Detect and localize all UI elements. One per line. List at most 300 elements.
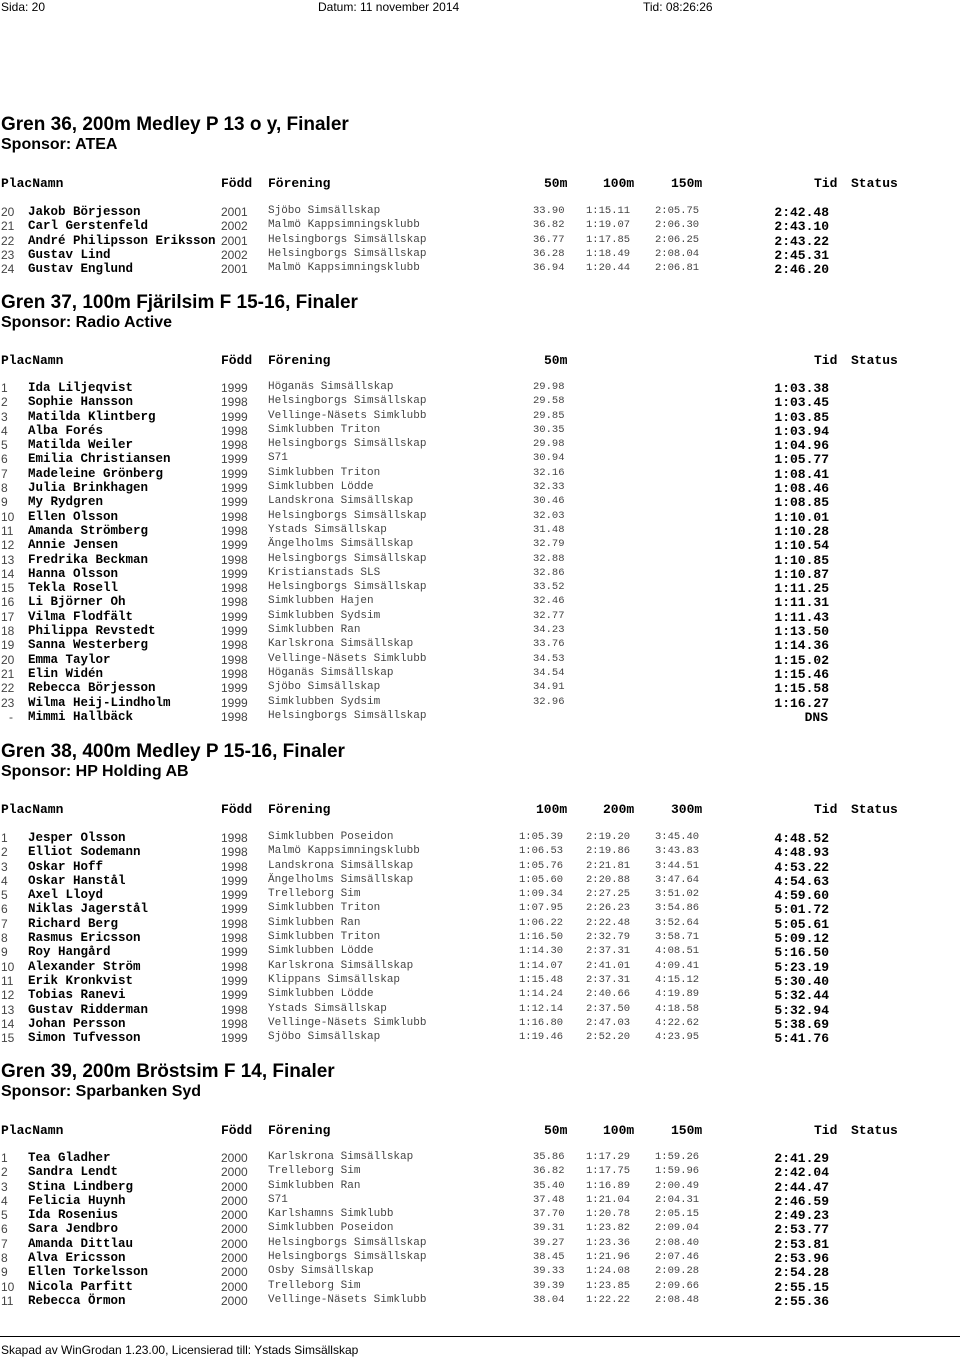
swimmer-name: Erik Kronkvist bbox=[28, 973, 134, 988]
footer-text: Skapad av WinGrodan 1.23.00, Licensierad till: Ystads Simsällskap bbox=[1, 1343, 359, 1357]
placing: 6 bbox=[1, 902, 8, 917]
split-time: 1:23.85 bbox=[586, 1279, 631, 1292]
final-time: 2:46.20 bbox=[774, 262, 829, 278]
final-time: 5:05.61 bbox=[774, 916, 829, 932]
final-time: 1:03.38 bbox=[774, 381, 829, 396]
placing: 17 bbox=[1, 609, 15, 624]
final-time: 1:10.28 bbox=[774, 523, 829, 539]
swimmer-name: Annie Jensen bbox=[28, 538, 119, 553]
club-name: Simklubben Sydsim bbox=[268, 609, 381, 622]
swimmer-name: Emilia Christiansen bbox=[28, 452, 171, 467]
swimmer-name: Amanda Strömberg bbox=[28, 523, 149, 538]
birth-year: 1999 bbox=[221, 495, 248, 510]
split-time: 2:27.25 bbox=[586, 888, 631, 901]
club-name: Ängelholms Simsällskap bbox=[268, 538, 414, 551]
final-time: 4:48.52 bbox=[774, 831, 829, 846]
club-name: S71 bbox=[268, 1193, 288, 1206]
swimmer-name: Vilma Flodfält bbox=[28, 609, 134, 624]
split-time: 32.46 bbox=[533, 595, 565, 608]
birth-year: 2000 bbox=[221, 1251, 248, 1266]
event-title: Gren 37, 100m Fjärilsim F 15-16, Finaler bbox=[1, 292, 358, 313]
swimmer-name: Rasmus Ericsson bbox=[28, 931, 141, 946]
birth-year: 1999 bbox=[221, 466, 248, 481]
split-time: 2:09.28 bbox=[655, 1265, 700, 1278]
split-time: 3:58.71 bbox=[655, 931, 700, 944]
split-time: 1:05.76 bbox=[519, 859, 564, 872]
birth-year: 1999 bbox=[221, 538, 248, 553]
split-time: 1:14.24 bbox=[519, 988, 564, 1001]
club-name: Helsingborgs Simsällskap bbox=[268, 709, 427, 722]
final-time: DNS bbox=[804, 709, 828, 725]
birth-year: 2000 bbox=[221, 1279, 248, 1294]
club-name: Helsingborgs Simsällskap bbox=[268, 509, 427, 522]
placing: 23 bbox=[1, 247, 15, 262]
print-date: Datum: 11 november 2014 bbox=[318, 0, 460, 14]
placing: 2 bbox=[1, 1165, 8, 1180]
swimmer-name: Gustav Englund bbox=[28, 262, 134, 277]
club-name: Sjöbo Simsällskap bbox=[268, 1031, 381, 1044]
final-time: 1:15.02 bbox=[774, 652, 829, 668]
club-name: Karlskrona Simsällskap bbox=[268, 1151, 414, 1163]
table-row bbox=[0, 524, 960, 538]
split-time: 1:21.96 bbox=[586, 1251, 631, 1264]
club-name: Helsingborgs Simsällskap bbox=[268, 1236, 427, 1249]
final-time: 5:23.19 bbox=[774, 959, 829, 975]
split-time: 1:14.30 bbox=[519, 945, 564, 958]
split-time: 35.86 bbox=[533, 1151, 565, 1163]
results-table bbox=[0, 205, 960, 276]
placing: 9 bbox=[1, 495, 8, 510]
event-title: Gren 39, 200m Bröstsim F 14, Finaler bbox=[1, 1061, 335, 1082]
split-time: 33.52 bbox=[533, 581, 565, 594]
split-time: 32.33 bbox=[533, 481, 565, 494]
swimmer-name: Oskar Hoff bbox=[28, 859, 104, 874]
swimmer-name: Philippa Revstedt bbox=[28, 624, 156, 639]
club-name: Simklubben Lödde bbox=[268, 945, 374, 958]
birth-year: 1998 bbox=[221, 709, 248, 724]
column-header-forening: Förening bbox=[268, 353, 331, 368]
swimmer-name: Madeleine Grönberg bbox=[28, 466, 164, 481]
split-time: 1:23.82 bbox=[586, 1222, 631, 1235]
birth-year: 1998 bbox=[221, 931, 248, 946]
birth-year: 1999 bbox=[221, 681, 248, 696]
birth-year: 1999 bbox=[221, 1031, 248, 1046]
swimmer-name: Tekla Rosell bbox=[28, 581, 119, 596]
birth-year: 1998 bbox=[221, 438, 248, 453]
birth-year: 1999 bbox=[221, 973, 248, 988]
swimmer-name: Ida Liljeqvist bbox=[28, 381, 134, 395]
final-time: 5:01.72 bbox=[774, 902, 829, 918]
event-sponsor: Sponsor: Radio Active bbox=[1, 314, 172, 331]
column-header-fodd: Född bbox=[221, 353, 253, 368]
club-name: Simklubben Triton bbox=[268, 902, 381, 915]
split-time: 2:32.79 bbox=[586, 931, 631, 944]
column-header-status: Status bbox=[851, 176, 898, 191]
swimmer-name: Stina Lindberg bbox=[28, 1179, 134, 1194]
split-time: 1:22.22 bbox=[586, 1293, 631, 1306]
split-time: 29.58 bbox=[533, 395, 565, 408]
birth-year: 1998 bbox=[221, 1002, 248, 1017]
split-time: 32.77 bbox=[533, 609, 565, 622]
birth-year: 1998 bbox=[221, 581, 248, 596]
table-row bbox=[0, 917, 960, 931]
column-header-fodd: Född bbox=[221, 802, 253, 817]
column-header-forening: Förening bbox=[268, 1123, 331, 1138]
final-time: 4:54.63 bbox=[774, 873, 829, 889]
column-header-split: 100m bbox=[536, 802, 568, 817]
table-row bbox=[0, 1251, 960, 1265]
swimmer-name: My Rydgren bbox=[28, 495, 104, 510]
club-name: Höganäs Simsällskap bbox=[268, 381, 394, 393]
table-row bbox=[0, 1031, 960, 1045]
split-time: 37.48 bbox=[533, 1193, 565, 1206]
swimmer-name: Ellen Olsson bbox=[28, 509, 119, 524]
swimmer-name: Tea Gladher bbox=[28, 1151, 111, 1165]
column-header-fodd: Född bbox=[221, 176, 253, 191]
split-time: 1:19.07 bbox=[586, 219, 631, 232]
club-name: Sjöbo Simsällskap bbox=[268, 205, 381, 217]
birth-year: 2001 bbox=[221, 262, 248, 277]
split-time: 1:17.85 bbox=[586, 233, 631, 246]
placing: 7 bbox=[1, 916, 8, 931]
placing: 4 bbox=[1, 423, 8, 438]
club-name: Simklubben Poseidon bbox=[268, 1222, 394, 1235]
placing: 23 bbox=[1, 695, 15, 710]
swimmer-name: Sophie Hansson bbox=[28, 395, 134, 410]
column-header-forening: Förening bbox=[268, 176, 331, 191]
final-time: 5:16.50 bbox=[774, 945, 829, 961]
club-name: Ystads Simsällskap bbox=[268, 523, 387, 536]
table-row bbox=[0, 610, 960, 624]
swimmer-name: Tobias Ranevi bbox=[28, 988, 126, 1003]
split-time: 38.45 bbox=[533, 1251, 565, 1264]
split-time: 30.46 bbox=[533, 495, 565, 508]
split-time: 34.23 bbox=[533, 624, 565, 637]
column-header-tid: Tid bbox=[814, 1123, 838, 1138]
results-table bbox=[0, 1151, 960, 1308]
column-header-forening: Förening bbox=[268, 802, 331, 817]
table-row bbox=[0, 945, 960, 959]
split-time: 36.82 bbox=[533, 219, 565, 232]
birth-year: 2000 bbox=[221, 1222, 248, 1237]
club-name: Sjöbo Simsällskap bbox=[268, 681, 381, 694]
placing: 3 bbox=[1, 859, 8, 874]
swimmer-name: André Philipsson Eriksson bbox=[28, 233, 216, 248]
split-time: 2:04.31 bbox=[655, 1193, 700, 1206]
club-name: Kristianstads SLS bbox=[268, 566, 381, 579]
split-time: 2:05.75 bbox=[655, 205, 700, 217]
column-header-split: 300m bbox=[671, 802, 703, 817]
birth-year: 2000 bbox=[221, 1265, 248, 1280]
birth-year: 1999 bbox=[221, 873, 248, 888]
final-time: 1:03.45 bbox=[774, 395, 829, 411]
birth-year: 1998 bbox=[221, 666, 248, 681]
split-time: 31.48 bbox=[533, 523, 565, 536]
club-name: Simklubben Lödde bbox=[268, 988, 374, 1001]
split-time: 4:15.12 bbox=[655, 973, 700, 986]
club-name: Trelleborg Sim bbox=[268, 1279, 361, 1292]
column-header-fodd: Född bbox=[221, 1123, 253, 1138]
birth-year: 2000 bbox=[221, 1236, 248, 1251]
page-header bbox=[0, 0, 960, 14]
split-time: 2:08.48 bbox=[655, 1293, 700, 1306]
placing: 8 bbox=[1, 1251, 8, 1266]
split-time: 1:07.95 bbox=[519, 902, 564, 915]
placing: 4 bbox=[1, 1193, 8, 1208]
split-time: 1:16.89 bbox=[586, 1179, 631, 1192]
column-header-split: 150m bbox=[671, 176, 703, 191]
column-header-tid: Tid bbox=[814, 802, 838, 817]
swimmer-name: Felicia Huynh bbox=[28, 1193, 126, 1208]
birth-year: 2000 bbox=[221, 1179, 248, 1194]
table-row bbox=[0, 1208, 960, 1222]
column-header-split: 50m bbox=[544, 353, 568, 368]
split-time: 2:09.66 bbox=[655, 1279, 700, 1292]
table-row bbox=[0, 667, 960, 681]
split-time: 1:59.96 bbox=[655, 1165, 700, 1178]
placing: - bbox=[9, 709, 13, 724]
club-name: Trelleborg Sim bbox=[268, 888, 361, 901]
swimmer-name: Emma Taylor bbox=[28, 652, 111, 667]
table-row bbox=[0, 452, 960, 466]
final-time: 1:10.87 bbox=[774, 566, 829, 582]
column-header-placnamn: PlacNamn bbox=[1, 1123, 64, 1138]
split-time: 1:17.29 bbox=[586, 1151, 631, 1163]
club-name: Vellinge-Näsets Simklubb bbox=[268, 409, 427, 422]
event-sponsor: Sponsor: ATEA bbox=[1, 136, 118, 153]
column-header-split: 150m bbox=[671, 1123, 703, 1138]
column-header-split: 50m bbox=[544, 176, 568, 191]
final-time: 4:59.60 bbox=[774, 888, 829, 904]
placing: 2 bbox=[1, 395, 8, 410]
event-title: Gren 38, 400m Medley P 15-16, Finaler bbox=[1, 741, 345, 762]
swimmer-name: Matilda Weiler bbox=[28, 438, 134, 453]
swimmer-name: Sandra Lendt bbox=[28, 1165, 119, 1180]
swimmer-name: Johan Persson bbox=[28, 1016, 126, 1031]
club-name: Simklubben Hajen bbox=[268, 595, 374, 608]
split-time: 36.28 bbox=[533, 247, 565, 260]
final-time: 1:08.41 bbox=[774, 466, 829, 482]
table-row bbox=[0, 495, 960, 509]
birth-year: 2000 bbox=[221, 1208, 248, 1223]
swimmer-name: Mimmi Hallbäck bbox=[28, 709, 134, 724]
placing: 14 bbox=[1, 1016, 15, 1031]
table-row bbox=[0, 638, 960, 652]
split-time: 3:44.51 bbox=[655, 859, 700, 872]
swimmer-name: Sara Jendbro bbox=[28, 1222, 119, 1237]
split-time: 3:43.83 bbox=[655, 845, 700, 858]
final-time: 2:44.47 bbox=[774, 1179, 829, 1195]
final-time: 1:08.85 bbox=[774, 495, 829, 511]
swimmer-name: Julia Brinkhagen bbox=[28, 481, 149, 496]
birth-year: 1999 bbox=[221, 481, 248, 496]
final-time: 1:10.54 bbox=[774, 538, 829, 554]
birth-year: 2000 bbox=[221, 1193, 248, 1208]
club-name: Vellinge-Näsets Simklubb bbox=[268, 652, 427, 665]
placing: 13 bbox=[1, 552, 15, 567]
table-row bbox=[0, 381, 960, 395]
table-row bbox=[0, 262, 960, 276]
club-name: Klippans Simsällskap bbox=[268, 973, 401, 986]
club-name: Simklubben Ran bbox=[268, 916, 361, 929]
table-header bbox=[0, 176, 960, 192]
club-name: Vellinge-Näsets Simklubb bbox=[268, 1016, 427, 1029]
placing: 5 bbox=[1, 438, 8, 453]
club-name: Simklubben Triton bbox=[268, 931, 381, 944]
table-row bbox=[0, 988, 960, 1002]
table-row bbox=[0, 1237, 960, 1251]
final-time: 2:45.31 bbox=[774, 247, 829, 263]
table-row bbox=[0, 624, 960, 638]
birth-year: 1998 bbox=[221, 523, 248, 538]
placing: 12 bbox=[1, 538, 15, 553]
swimmer-name: Jesper Olsson bbox=[28, 831, 126, 845]
print-time: Tid: 08:26:26 bbox=[643, 0, 713, 14]
split-time: 39.39 bbox=[533, 1279, 565, 1292]
placing: 20 bbox=[1, 652, 15, 667]
split-time: 1:06.22 bbox=[519, 916, 564, 929]
swimmer-name: Matilda Klintberg bbox=[28, 409, 156, 424]
split-time: 2:09.04 bbox=[655, 1222, 700, 1235]
birth-year: 1998 bbox=[221, 552, 248, 567]
club-name: Höganäs Simsällskap bbox=[268, 666, 394, 679]
final-time: 2:53.77 bbox=[774, 1222, 829, 1238]
split-time: 32.88 bbox=[533, 552, 565, 565]
final-time: 2:54.28 bbox=[774, 1265, 829, 1281]
split-time: 2:07.46 bbox=[655, 1251, 700, 1264]
split-time: 36.82 bbox=[533, 1165, 565, 1178]
birth-year: 2000 bbox=[221, 1293, 248, 1308]
table-row bbox=[0, 234, 960, 248]
club-name: Helsingborgs Simsällskap bbox=[268, 247, 427, 260]
placing: 19 bbox=[1, 638, 15, 653]
split-time: 1:59.26 bbox=[655, 1151, 700, 1163]
swimmer-name: Roy Hangård bbox=[28, 945, 111, 960]
split-time: 36.77 bbox=[533, 233, 565, 246]
footer-divider bbox=[0, 1336, 960, 1337]
split-time: 30.35 bbox=[533, 423, 565, 436]
table-row bbox=[0, 1265, 960, 1279]
placing: 10 bbox=[1, 959, 15, 974]
final-time: 4:48.93 bbox=[774, 845, 829, 861]
final-time: 2:41.29 bbox=[774, 1151, 829, 1166]
placing: 15 bbox=[1, 1031, 15, 1046]
column-header-status: Status bbox=[851, 802, 898, 817]
birth-year: 1998 bbox=[221, 859, 248, 874]
swimmer-name: Oskar Hanstål bbox=[28, 873, 126, 888]
table-row bbox=[0, 467, 960, 481]
table-row bbox=[0, 696, 960, 710]
table-row bbox=[0, 960, 960, 974]
birth-year: 2000 bbox=[221, 1165, 248, 1180]
placing: 11 bbox=[1, 973, 14, 988]
birth-year: 2002 bbox=[221, 219, 248, 234]
swimmer-name: Wilma Heij-Lindholm bbox=[28, 695, 171, 710]
split-time: 2:22.48 bbox=[586, 916, 631, 929]
placing: 3 bbox=[1, 1179, 8, 1194]
table-row bbox=[0, 874, 960, 888]
table-header bbox=[0, 802, 960, 818]
table-row bbox=[0, 205, 960, 219]
column-header-split: 200m bbox=[603, 802, 635, 817]
placing: 11 bbox=[1, 523, 14, 538]
club-name: Simklubben Ran bbox=[268, 1179, 361, 1192]
birth-year: 1999 bbox=[221, 888, 248, 903]
table-row bbox=[0, 831, 960, 845]
club-name: Vellinge-Näsets Simklubb bbox=[268, 1293, 427, 1306]
split-time: 2:05.15 bbox=[655, 1208, 700, 1221]
swimmer-name: Carl Gerstenfeld bbox=[28, 219, 149, 234]
split-time: 4:08.51 bbox=[655, 945, 700, 958]
split-time: 1:19.46 bbox=[519, 1031, 564, 1044]
placing: 4 bbox=[1, 873, 8, 888]
final-time: 1:11.31 bbox=[774, 595, 829, 611]
final-time: 1:05.77 bbox=[774, 452, 829, 468]
table-row bbox=[0, 481, 960, 495]
placing: 13 bbox=[1, 1002, 15, 1017]
swimmer-name: Li Björner Oh bbox=[28, 595, 126, 610]
table-row bbox=[0, 931, 960, 945]
column-header-status: Status bbox=[851, 1123, 898, 1138]
placing: 24 bbox=[1, 262, 15, 277]
split-time: 1:06.53 bbox=[519, 845, 564, 858]
split-time: 4:19.89 bbox=[655, 988, 700, 1001]
birth-year: 2000 bbox=[221, 1151, 248, 1165]
split-time: 2:08.40 bbox=[655, 1236, 700, 1249]
club-name: Helsingborgs Simsällskap bbox=[268, 1251, 427, 1264]
final-time: 5:41.76 bbox=[774, 1031, 829, 1047]
split-time: 1:21.04 bbox=[586, 1193, 631, 1206]
split-time: 3:54.86 bbox=[655, 902, 700, 915]
birth-year: 1998 bbox=[221, 509, 248, 524]
table-row bbox=[0, 595, 960, 609]
table-row bbox=[0, 681, 960, 695]
table-row bbox=[0, 1294, 960, 1308]
table-row bbox=[0, 974, 960, 988]
placing: 9 bbox=[1, 945, 8, 960]
final-time: 2:42.04 bbox=[774, 1165, 829, 1181]
event-title: Gren 36, 200m Medley P 13 o y, Finaler bbox=[1, 114, 349, 135]
split-time: 2:19.86 bbox=[586, 845, 631, 858]
final-time: 2:55.36 bbox=[774, 1293, 829, 1309]
birth-year: 1999 bbox=[221, 902, 248, 917]
swimmer-name: Axel Lloyd bbox=[28, 888, 104, 903]
final-time: 1:11.43 bbox=[774, 609, 829, 625]
table-row bbox=[0, 567, 960, 581]
placing: 10 bbox=[1, 509, 15, 524]
split-time: 2:06.81 bbox=[655, 262, 700, 275]
birth-year: 1998 bbox=[221, 845, 248, 860]
final-time: 5:09.12 bbox=[774, 931, 829, 947]
placing: 1 bbox=[1, 381, 8, 395]
placing: 9 bbox=[1, 1265, 8, 1280]
club-name: Karlskrona Simsällskap bbox=[268, 638, 414, 651]
split-time: 1:16.80 bbox=[519, 1016, 564, 1029]
table-row bbox=[0, 860, 960, 874]
birth-year: 1998 bbox=[221, 831, 248, 845]
table-row bbox=[0, 1151, 960, 1165]
split-time: 1:20.44 bbox=[586, 262, 631, 275]
birth-year: 1999 bbox=[221, 381, 248, 395]
placing: 3 bbox=[1, 409, 8, 424]
table-row bbox=[0, 424, 960, 438]
table-row bbox=[0, 410, 960, 424]
final-time: 1:10.01 bbox=[774, 509, 829, 525]
swimmer-name: Amanda Dittlau bbox=[28, 1236, 134, 1251]
split-time: 34.54 bbox=[533, 666, 565, 679]
placing: 22 bbox=[1, 233, 15, 248]
split-time: 2:20.88 bbox=[586, 873, 631, 886]
